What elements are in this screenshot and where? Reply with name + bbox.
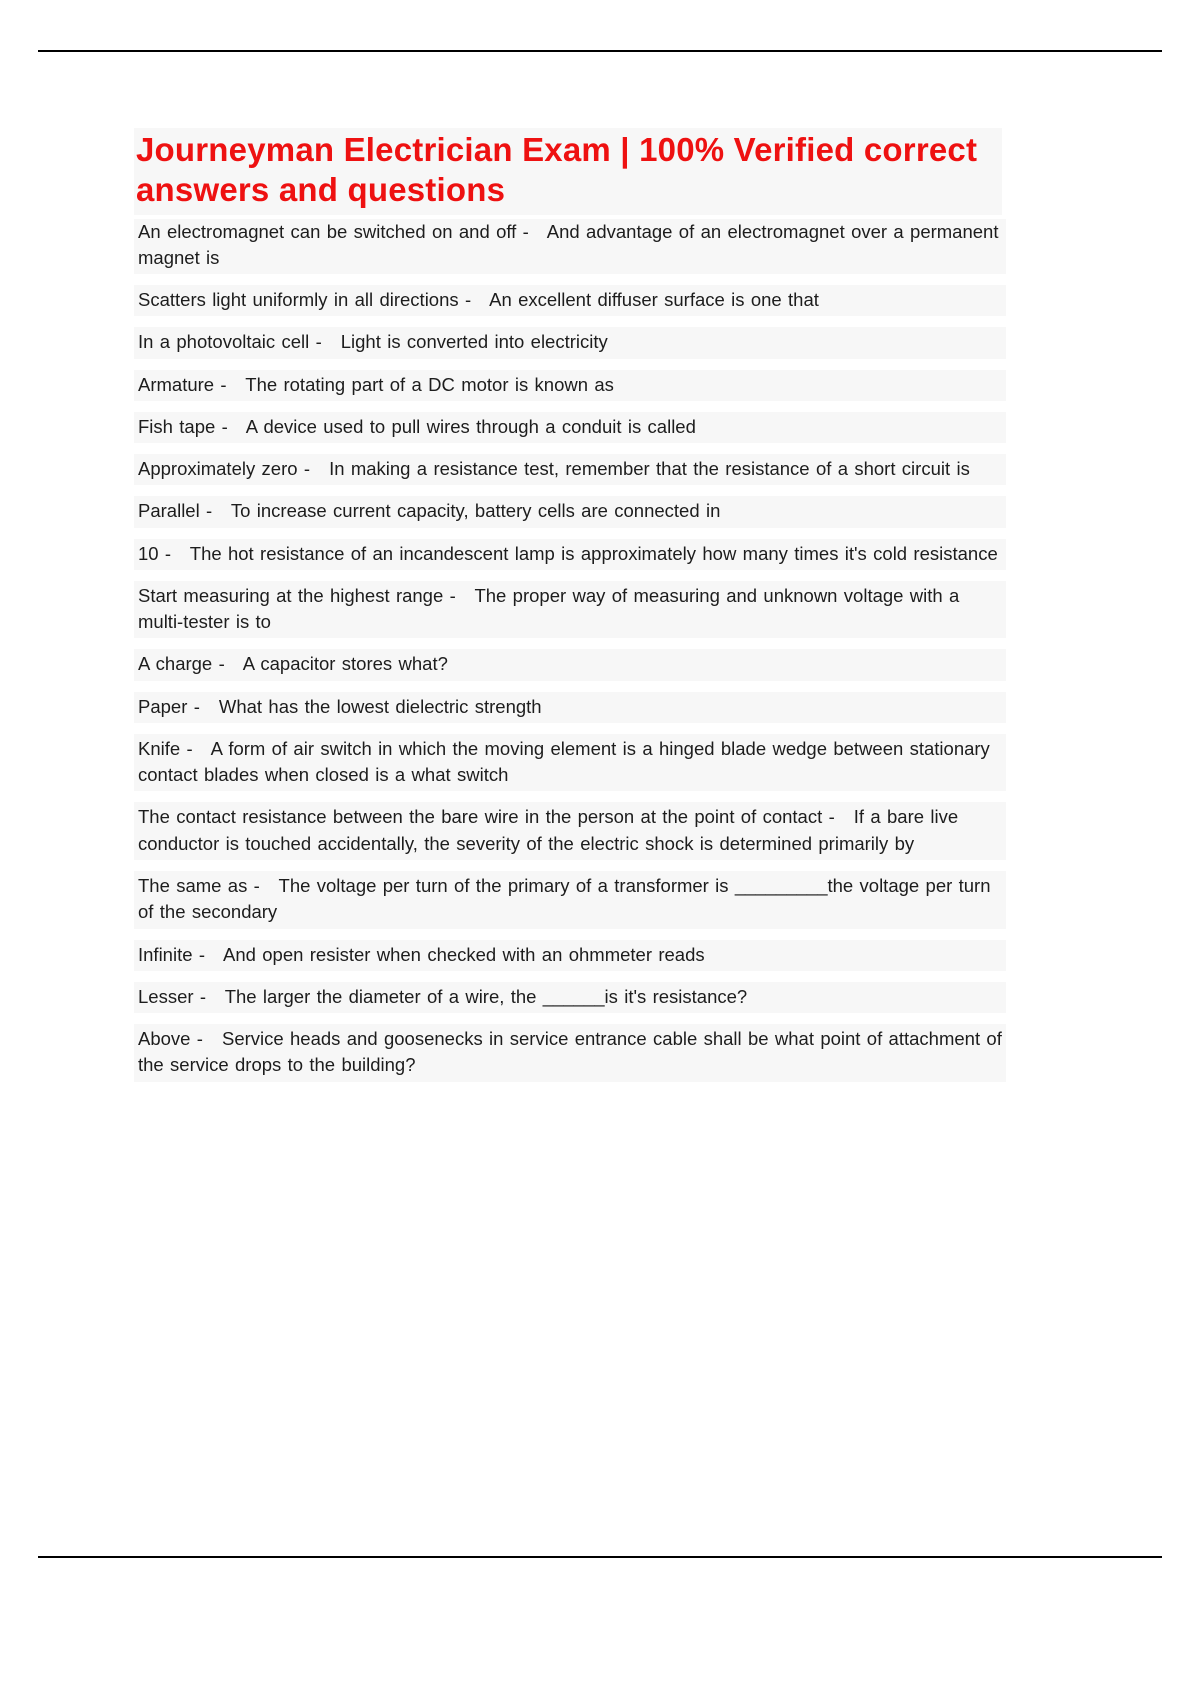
list-item <box>134 285 1006 316</box>
qa-text: A charge - A capacitor stores what? <box>138 653 448 675</box>
document-content <box>134 128 1009 1093</box>
header-divider <box>38 50 1162 52</box>
list-item <box>134 649 1006 680</box>
qa-text: In a photovoltaic cell - Light is converted into electricity <box>138 331 608 353</box>
qa-text: Armature - The rotating part of a DC motor is known as <box>138 373 614 395</box>
list-item <box>134 454 1006 485</box>
page-title: Journeyman Electrician Exam | 100% Verified correct answers and questions <box>134 128 1002 215</box>
list-item <box>134 940 1006 971</box>
list-item <box>134 871 1006 929</box>
qa-text: Approximately zero - In making a resistance test, remember that the resistance of a short circuit is <box>138 458 970 480</box>
list-item <box>134 982 1006 1013</box>
qa-text: Fish tape - A device used to pull wires through a conduit is called <box>138 415 696 437</box>
list-item <box>134 581 1006 639</box>
list-item <box>134 1024 1009 1082</box>
list-item <box>134 327 1006 358</box>
qa-text: Scatters light uniformly in all directions - An excellent diffuser surface is one that <box>138 289 819 311</box>
qa-list <box>134 219 1009 1082</box>
list-item <box>134 539 1006 570</box>
list-item <box>134 802 1006 860</box>
qa-text: The contact resistance between the bare wire in the person at the point of contact - If a bare live conductor is touched accidentally, the severity of the electric shock is determined primarily by <box>138 806 965 854</box>
qa-text: 10 - The hot resistance of an incandescent lamp is approximately how many times it's cold resistance <box>138 542 998 564</box>
list-item <box>134 370 1006 401</box>
qa-text: The same as - The voltage per turn of the primary of a transformer is _________the voltage per turn of the secondary <box>138 875 997 923</box>
qa-text: Paper - What has the lowest dielectric strength <box>138 695 542 717</box>
list-item <box>134 496 1006 527</box>
qa-text: Infinite - And open resister when checked with an ohmmeter reads <box>138 943 705 965</box>
list-item <box>134 734 1006 792</box>
qa-text: Parallel - To increase current capacity, battery cells are connected in <box>138 500 721 522</box>
qa-text: Above - Service heads and goosenecks in service entrance cable shall be what point of attachment of the service drops to the building? <box>138 1028 1009 1076</box>
footer-divider <box>38 1556 1162 1558</box>
qa-text: Knife - A form of air switch in which the moving element is a hinged blade wedge between stationary contact blades when closed is a what switch <box>138 737 997 786</box>
list-item <box>134 219 1006 275</box>
qa-text: Lesser - The larger the diameter of a wire, the ______is it's resistance? <box>138 985 748 1007</box>
list-item <box>134 412 1006 443</box>
qa-text: Start measuring at the highest range - The proper way of measuring and unknown voltage with a multi-tester is to <box>138 584 966 633</box>
list-item <box>134 692 1006 723</box>
qa-text: An electromagnet can be switched on and off - And advantage of an electromagnet over a permanent magnet is <box>138 220 1005 268</box>
